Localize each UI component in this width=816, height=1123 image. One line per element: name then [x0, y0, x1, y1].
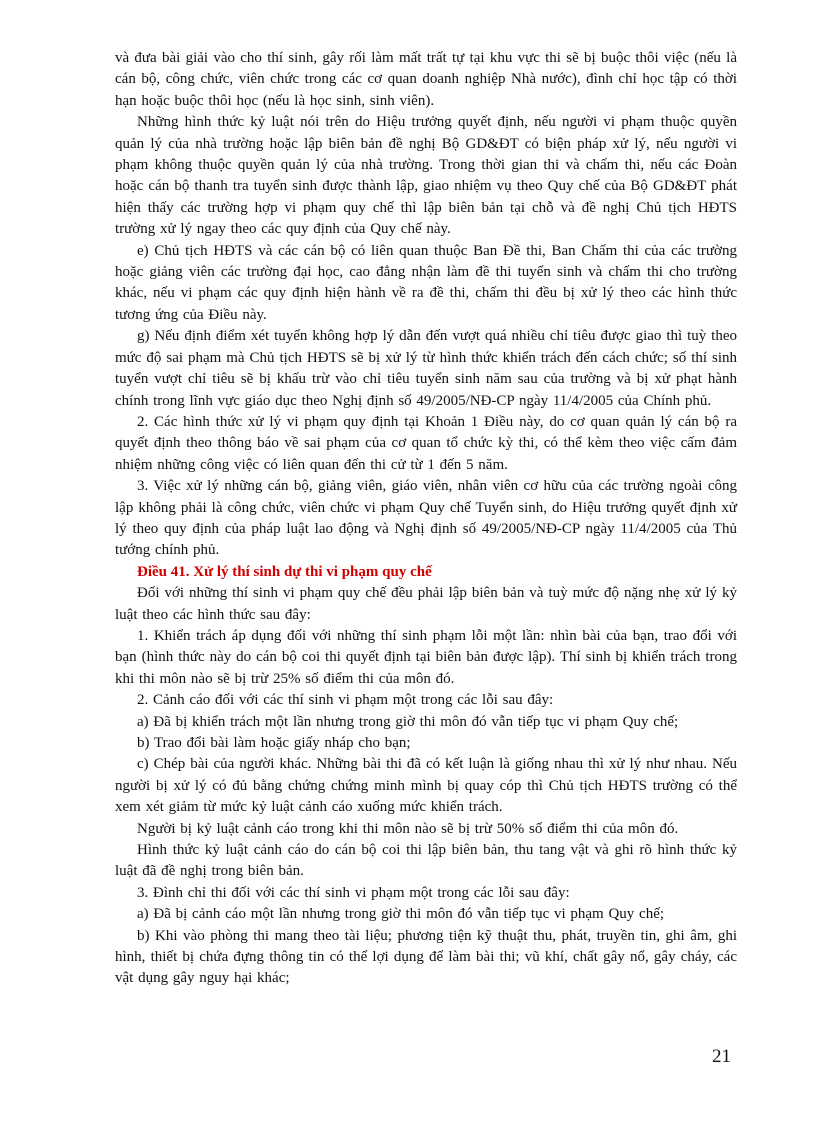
paragraph: a) Đã bị cảnh cáo một lần nhưng trong giờ thi môn đó vẫn tiếp tục vi phạm Quy chế; — [137, 906, 665, 923]
paragraph: a) Đã bị khiển trách một lần nhưng trong giờ thi môn đó vẫn tiếp tục vi phạm Quy chế; — [137, 713, 679, 730]
page-number: 21 — [712, 1046, 731, 1067]
paragraph: c) Chép bài của người khác. Những bài thi đã có kết luận là giống nhau thì xử lý như nhau. Nếu người bị xử lý có đủ bằng chứng chứng minh mình bị quay cóp thì Chủ tịch HĐTS trường có thể xem xét giảm từ mức kỷ luật cảnh cáo xuống mức khiển trách. — [115, 756, 737, 816]
body-text — [115, 48, 737, 990]
paragraph: Hình thức kỷ luật cảnh cáo do cán bộ coi thi lập biên bản, thu tang vật và ghi rõ hình thức kỷ luật đã đề nghị trong biên bản. — [115, 842, 737, 880]
article-heading: Điều 41. Xử lý thí sinh dự thi vi phạm quy chế — [137, 563, 432, 580]
paragraph: Những hình thức kỷ luật nói trên do Hiệu trưởng quyết định, nếu người vi phạm thuộc quyền quản lý của nhà trường hoặc lập biên bản đề nghị Bộ GD&ĐT có biện pháp xử lý, nếu người vi phạm không thuộc quyền quản lý của nhà trường. Trong thời gian thi và chấm thi, nếu các Đoàn hoặc cán bộ thanh tra tuyển sinh được thành lập, giao nhiệm vụ theo Quy chế của Bộ GD&ĐT phát hiện thấy các trường hợp vi phạm quy chế thì lập biên bản tại chỗ và đề nghị Chủ tịch HĐTS trường xử lý ngay theo các quy định của Quy chế này. — [115, 114, 737, 238]
paragraph: 2. Các hình thức xử lý vi phạm quy định tại Khoản 1 Điều này, do cơ quan quản lý cán bộ ra quyết định theo thông báo về sai phạm của cơ quan tổ chức kỳ thi, có thể kèm theo việc cấm đảm nhiệm những công việc có liên quan đến thi cử từ 1 đến 5 năm. — [115, 413, 737, 473]
paragraph: 3. Việc xử lý những cán bộ, giảng viên, giáo viên, nhân viên cơ hữu của các trường ngoài công lập không phải là công chức, viên chức vi phạm Quy chế Tuyển sinh, do Hiệu trưởng quyết định xử lý theo quy định của pháp luật lao động và Nghị định số 49/2005/NĐ-CP ngày 11/4/2005 của Thủ tướng chính phủ. — [115, 478, 737, 559]
paragraph: b) Khi vào phòng thi mang theo tài liệu; phương tiện kỹ thuật thu, phát, truyền tin, ghi âm, ghi hình, thiết bị chứa đựng thông tin có thể lợi dụng để làm bài thi; vũ khí, chất gây nổ, gây cháy, các vật dụng gây nguy hại khác; — [115, 927, 737, 987]
paragraph: g) Nếu định điểm xét tuyển không hợp lý dẫn đến vượt quá nhiều chỉ tiêu được giao thì tuỳ theo mức độ sai phạm mà Chủ tịch HĐTS sẽ bị xử lý từ hình thức khiển trách đến cách chức; số thí sinh tuyển vượt chỉ tiêu sẽ bị khấu trừ vào chỉ tiêu tuyển sinh năm sau của trường và bị xử phạt hành chính trong lĩnh vực giáo dục theo Nghị định số 49/2005/NĐ-CP ngày 11/4/2005 của Chính phủ. — [115, 328, 737, 409]
paragraph: 2. Cảnh cáo đối với các thí sinh vi phạm một trong các lỗi sau đây: — [137, 692, 554, 709]
paragraph: Người bị kỷ luật cảnh cáo trong khi thi môn nào sẽ bị trừ 50% số điểm thi của môn đó. — [137, 820, 679, 837]
paragraph: b) Trao đổi bài làm hoặc giấy nháp cho bạn; — [137, 735, 411, 751]
paragraph: e) Chủ tịch HĐTS và các cán bộ có liên quan thuộc Ban Đề thi, Ban Chấm thi của các trường hoặc giảng viên các trường đại học, cao đẳng nhận làm đề thi tuyển sinh và chấm thi cho trường khác, nếu vi phạm các quy định hiện hành về ra đề thi, chấm thi đều bị xử lý theo các hình thức tương ứng của Điều này. — [115, 242, 737, 323]
paragraph: Đối với những thí sinh vi phạm quy chế đều phải lập biên bản và tuỳ mức độ nặng nhẹ xử lý kỷ luật theo các hình thức sau đây: — [115, 585, 737, 623]
paragraph: 3. Đình chỉ thi đối với các thí sinh vi phạm một trong các lỗi sau đây: — [137, 884, 570, 901]
paragraph: 1. Khiển trách áp dụng đối với những thí sinh phạm lỗi một lần: nhìn bài của bạn, trao đổi với bạn (hình thức này do cán bộ coi thi quyết định tại biên bản được lập). Thí sinh bị khiển trách trong khi thi môn nào sẽ bị trừ 25% số điểm thi của môn đó. — [115, 627, 737, 687]
paragraph: và đưa bài giải vào cho thí sinh, gây rối làm mất trất tự tại khu vực thi sẽ bị buộc thôi việc (nếu là cán bộ, công chức, viên chức trong các cơ quan doanh nghiệp Nhà nước), đình chỉ học tập có thời hạn hoặc buộc thôi học (nếu là học sinh, sinh viên). — [115, 50, 737, 109]
